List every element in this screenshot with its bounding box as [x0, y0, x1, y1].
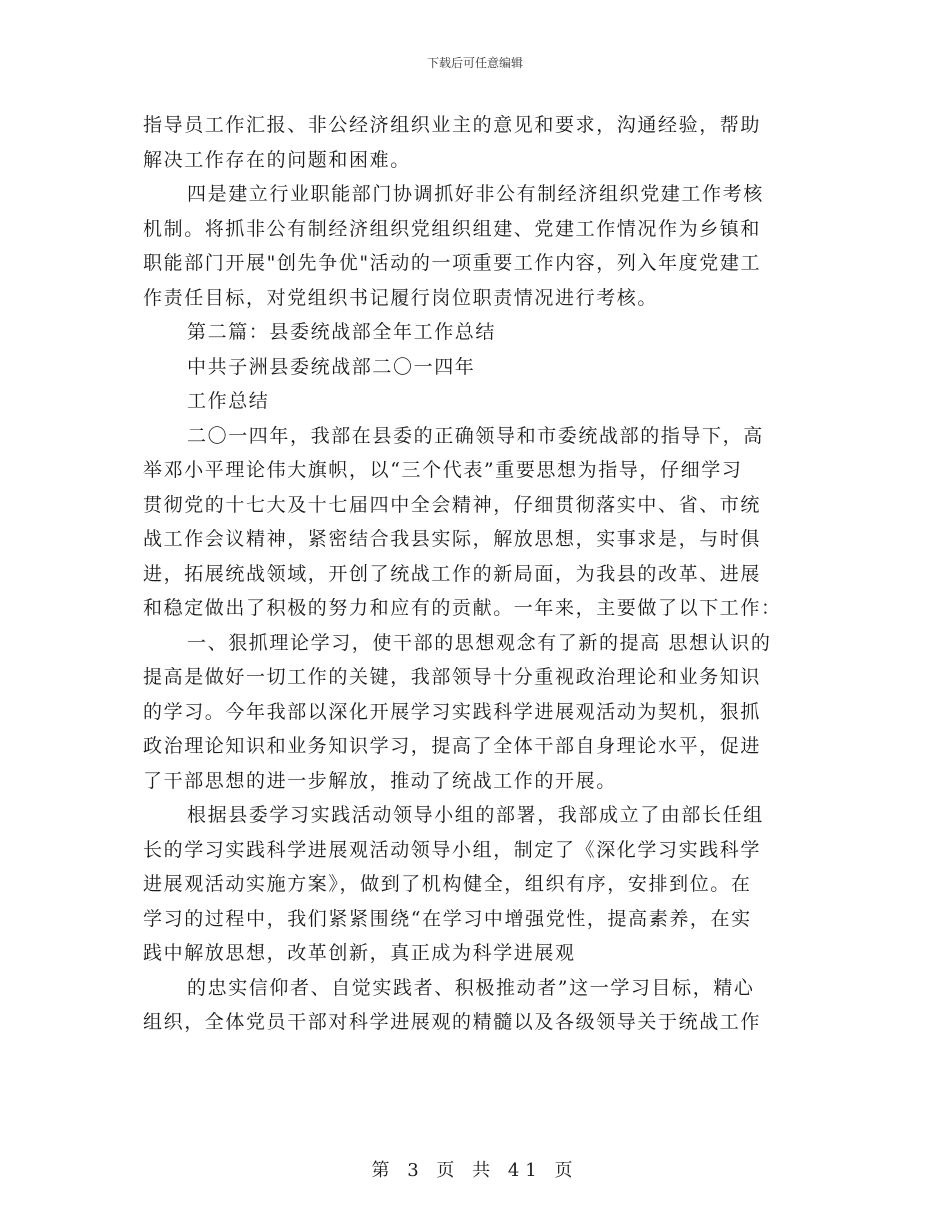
text-line: 机制。将抓非公有制经济组织党组织组建、党建工作情况作为乡镇和: [143, 217, 762, 240]
text-line: 解决工作存在的问题和困难。: [143, 148, 411, 171]
text-line: 进，拓展统战领域，开创了统战工作的新局面，为我县的改革、进展: [143, 562, 762, 585]
text-line: 根据县委学习实践活动领导小组的部署，我部成立了由部长任组: [187, 804, 764, 826]
text-line: 四是建立行业职能部门协调抓好非公有制经济组织党建工作考核: [187, 183, 764, 205]
page-header: 下载后可任意编辑: [426, 56, 523, 70]
text-line: 学习的过程中，我们紧紧围绕“在学习中增强党性，提高素养，在实: [143, 907, 752, 930]
text-line: 战工作会议精神，紧密结合我县实际，解放思想，实事求是，与时俱: [143, 528, 762, 550]
text-line: 进展观活动实施方案》，做到了机构健全，组织有序，安排到位。在: [143, 873, 752, 895]
text-line: 中共子洲县委统战部二〇一四年: [187, 355, 476, 378]
text-line: 贯彻党的十七大及十七届四中全会精神，仔细贯彻落实中、省、市统: [143, 493, 762, 516]
document-body: [143, 108, 808, 1040]
page-number: 第 3 页 共 41 页: [371, 1160, 579, 1181]
text-line: 职能部门开展"创先争优"活动的一项重要工作内容，列入年度党建工: [143, 252, 762, 274]
text-line: 工作总结: [187, 390, 270, 412]
text-line: 组织，全体党员干部对科学进展观的精髓以及各级领导关于统战工作: [143, 1011, 762, 1033]
text-line: 指导员工作汇报、非公经济组织业主的意见和要求，沟通经验，帮助: [143, 114, 762, 136]
text-line: 践中解放思想，改革创新，真正成为科学进展观: [143, 942, 576, 964]
text-line: 的忠实信仰者、自觉实践者、积极推动者”这一学习目标，精心: [187, 976, 755, 999]
text-line: 了干部思想的进一步解放，推动了统战工作的开展。: [143, 769, 617, 792]
text-line: 的学习。今年我部以深化开展学习实践科学进展观活动为契机，狠抓: [143, 700, 762, 723]
text-line: 提高是做好一切工作的关键，我部领导十分重视政治理论和业务知识: [143, 666, 762, 688]
text-line: 和稳定做出了积极的努力和应有的贡献。一年来，主要做了以下工作：: [143, 597, 782, 619]
text-line: 政治理论知识和业务知识学习，提高了全体干部自身理论水平，促进: [143, 735, 762, 757]
text-line: 作责任目标，对党组织书记履行岗位职责情况进行考核。: [143, 286, 659, 309]
text-line: 二〇一四年，我部在县委的正确领导和市委统战部的指导下，高: [187, 424, 764, 447]
text-line: 长的学习实践科学进展观活动领导小组，制定了《深化学习实践科学: [143, 838, 762, 861]
text-line: 第二篇：县委统战部全年工作总结: [187, 321, 497, 343]
text-line: 一、狠抓理论学习，使干部的思想观念有了新的提高 思想认识的: [187, 631, 772, 654]
text-line: 举邓小平理论伟大旗帜，以“三个代表”重要思想为指导，仔细学习: [143, 459, 743, 481]
